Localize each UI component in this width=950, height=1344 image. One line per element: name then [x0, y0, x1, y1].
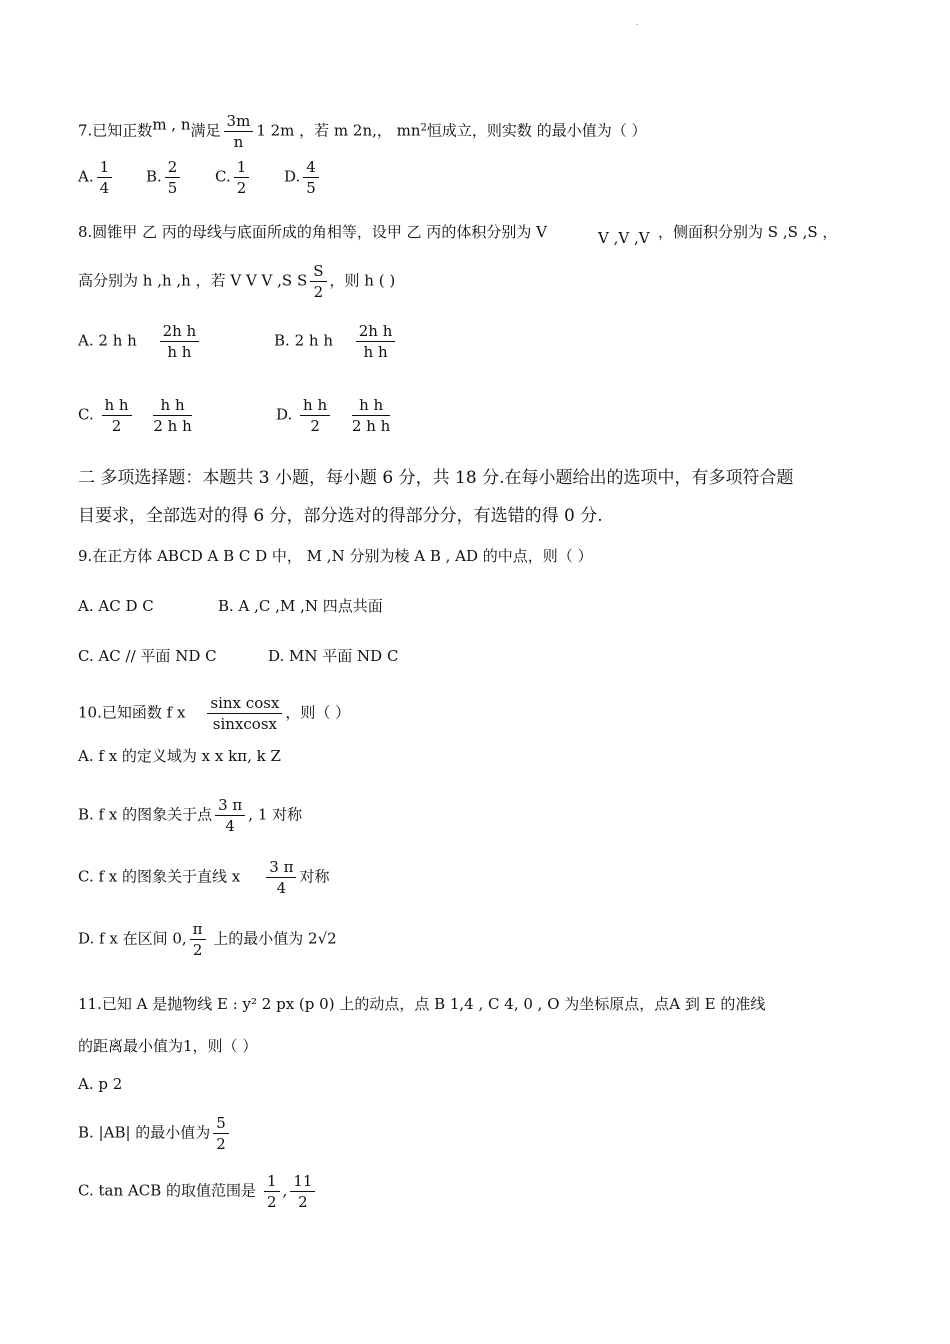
question-9-option-d: D. MN 平面 ND C [268, 647, 399, 665]
question-7-option-d: D. $\frac{4}{5}$ [284, 158, 322, 197]
question-8-option-d: D. $\frac{\text{h h}}{2}$ $\frac{\text{h h}}{\text{2 h h}}$ [276, 396, 391, 435]
question-7-option-b: B. $\frac{2}{5}$ [146, 158, 183, 197]
question-11-option-c: C. tan ACB 的取值范围是 $\frac{1}{2}$ , $\frac{11}{2}$ [78, 1172, 318, 1211]
question-10-option-d: D. f x 在区间 0, $\frac{\pi}{2}$ 上的最小值为 2√2 [78, 920, 337, 959]
question-7-stem: 7.已知正数m , n满足 $\frac{3m}{n}$ 1 2m ，若 m 2n,， $mn^2$恒成立，则实数 的最小值为（ ） [78, 112, 647, 151]
question-10-stem: 10.已知函数 f x $\frac{\text{sinx cosx}}{\text{sinxcosx}}$ ，则（ ） [78, 694, 351, 733]
question-8-line-1: 8.圆锥甲 乙 丙的母线与底面所成的角相等，设甲 乙 丙的体积分别为 V [78, 223, 547, 241]
section-2-heading-line-1: 二 多项选择题：本题共 3 小题，每小题 6 分，共 18 分.在每小题给出的选项中，有多项符合题 [78, 468, 794, 488]
question-11-option-b: B. |AB| 的最小值为 $\frac{5}{2}$ [78, 1114, 232, 1153]
section-2-heading-line-2: 目要求，全部选对的得 6 分，部分选对的得部分分，有选错的得 0 分. [78, 506, 603, 526]
question-7-option-a: A. $\frac{1}{4}$ [78, 158, 115, 197]
question-8-option-c: C. $\frac{\text{h h}}{2}$ $\frac{\text{h h}}{\text{2 h h}}$ [78, 396, 192, 435]
question-9-option-c: C. AC // 平面 ND C [78, 647, 217, 665]
question-8-line-1-end: ，侧面积分别为 S ,S ,S ， [658, 223, 838, 241]
question-9-option-a: A. AC D C [78, 597, 154, 615]
question-11-line-1: 11.已知 A 是抛物线 E : y² 2 px (p 0) 上的动点，点 B 1,4 , C 4, 0 , O 为坐标原点，点A 到 E 的准线 [78, 995, 766, 1013]
question-8-line-2: 高分别为 h ,h ,h ，若 V V V ,S S $\frac{S}{2}$ ，则 h ( ) [78, 262, 396, 301]
question-9-stem: 9.在正方体 ABCD A B C D 中， M ,N 分别为棱 A B , AD 的中点，则（ ） [78, 547, 593, 565]
fraction: $\frac{S}{2}$ [310, 262, 326, 301]
question-10-option-c: C. f x 的图象关于直线 x $\frac{3 \pi}{4}$ 对称 [78, 858, 330, 897]
question-11-option-a: A. p 2 [78, 1075, 123, 1093]
question-8-option-b: B. 2 h h $\frac{\text{2h h}}{\text{h h}}$ [274, 322, 398, 361]
page-mark: . [636, 18, 639, 27]
question-10-option-a: A. f x 的定义域为 x x kπ, k Z [78, 747, 281, 765]
question-11-line-2: 的距离最小值为1，则（ ） [78, 1037, 258, 1055]
question-8-option-a: A. 2 h h $\frac{\text{2h h}}{\text{h h}}$ [78, 322, 202, 361]
question-9-option-b: B. A ,C ,M ,N 四点共面 [218, 597, 383, 615]
question-7-option-c: C. $\frac{1}{2}$ [215, 158, 252, 197]
fraction: $\frac{3m}{n}$ [224, 112, 254, 151]
question-8-volume-vars: V ,V ,V [598, 229, 650, 247]
question-10-option-b: B. f x 的图象关于点 $\frac{3 \pi}{4}$ , 1 对称 [78, 796, 303, 835]
